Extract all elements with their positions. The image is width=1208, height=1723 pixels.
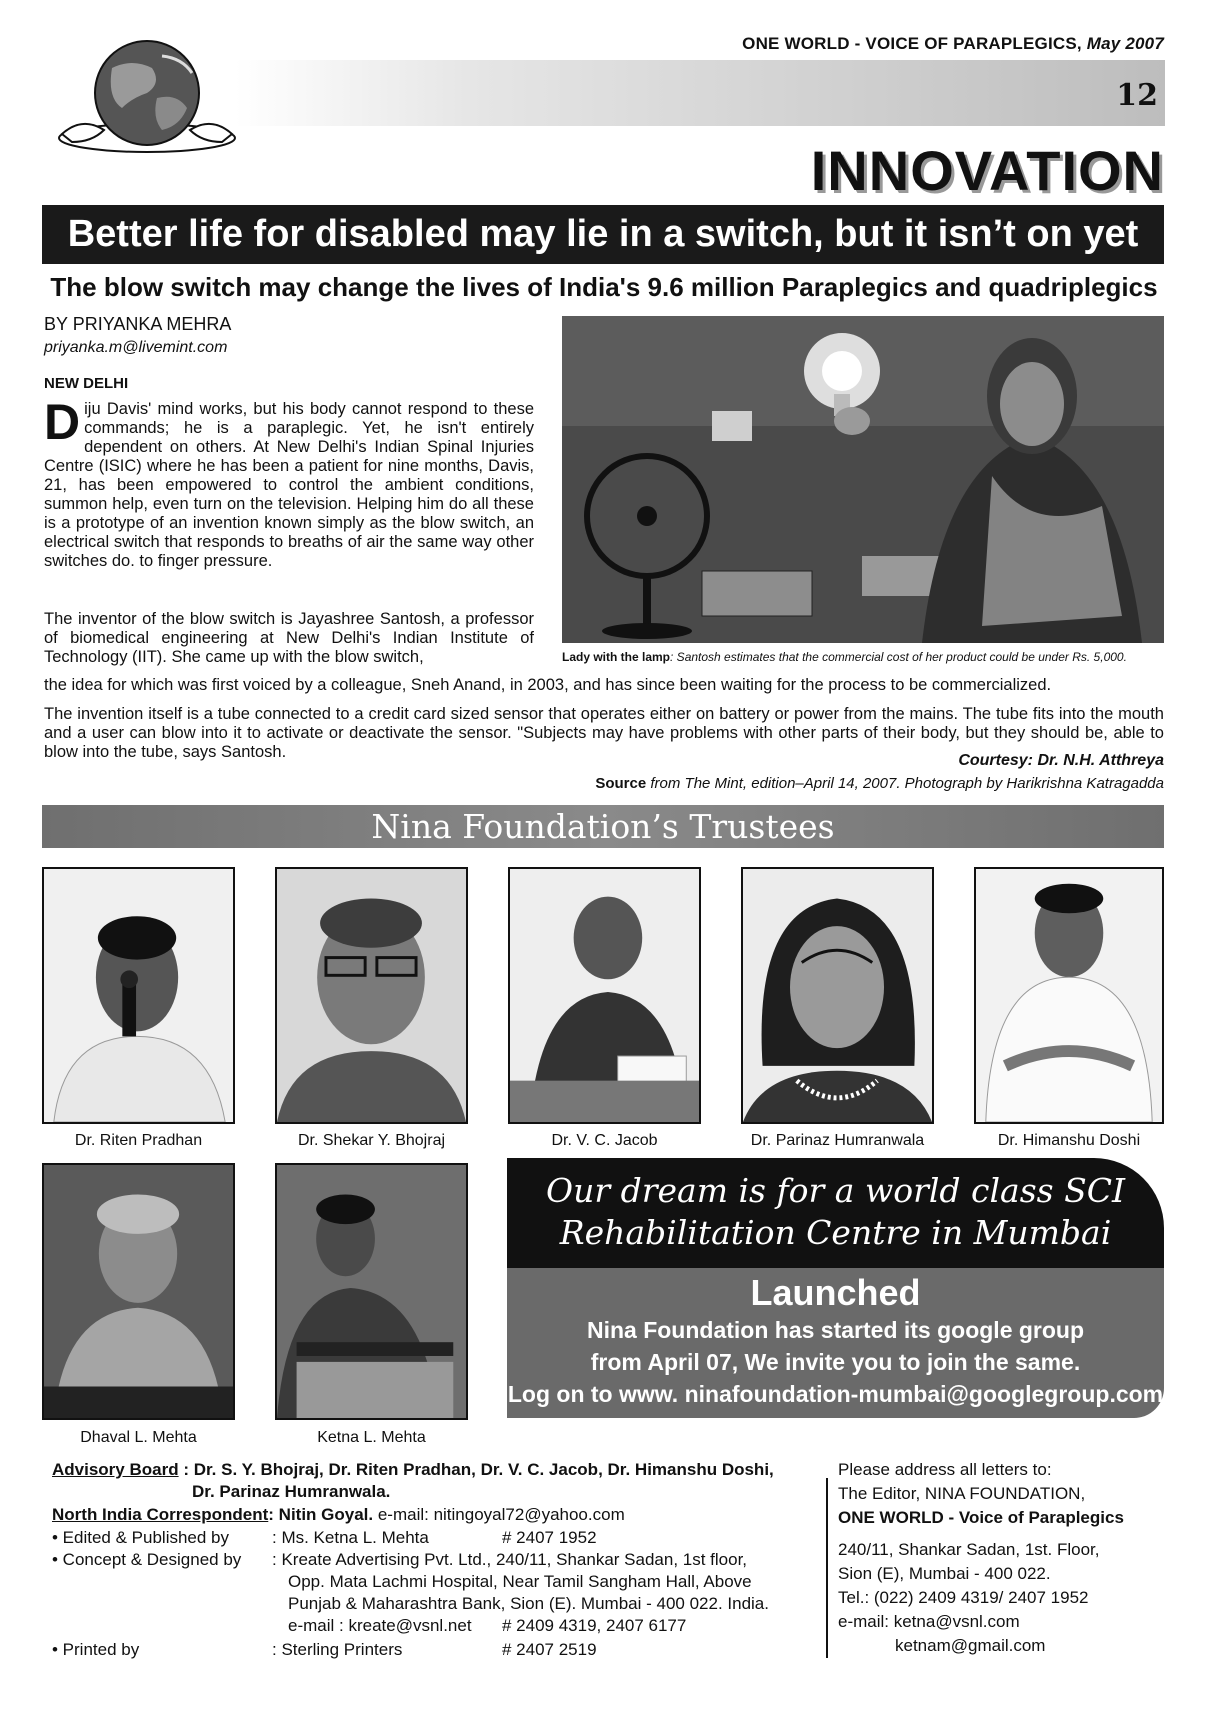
- trustee-photo: [508, 867, 701, 1124]
- edited-value: : Ms. Ketna L. Mehta: [272, 1528, 429, 1547]
- dateline: NEW DELHI: [44, 375, 129, 392]
- advisory-label: Advisory Board: [52, 1460, 179, 1479]
- trustee-name: Dr. Riten Pradhan: [74, 1132, 203, 1149]
- trustee-name: Dr. Shekar Y. Bhojraj: [297, 1132, 446, 1149]
- promo-text-line-2: from April 07, We invite you to join the same.: [590, 1349, 1081, 1375]
- concept-label: • Concept & Designed by: [52, 1550, 242, 1569]
- publication-line: [742, 34, 1164, 54]
- trustee-name: Ketna L. Mehta: [317, 1429, 426, 1446]
- concept-email: e-mail : kreate@vsnl.net: [288, 1616, 472, 1635]
- photo-caption: [562, 650, 1164, 664]
- author-email: priyanka.m@livemint.com: [44, 339, 228, 356]
- edited-label: • Edited & Published by: [52, 1528, 230, 1547]
- advisory-members-2: Dr. Parinaz Humranwala.: [192, 1482, 391, 1501]
- source-credit: [595, 775, 1164, 792]
- concept-line-3: Punjab & Maharashtra Bank, Sion (E). Mumbai - 400 022. India.: [288, 1594, 769, 1613]
- north-email: e-mail: nitingoyal72@yahoo.com: [373, 1505, 625, 1524]
- globe-in-hands-logo: [52, 38, 242, 158]
- trustee-photo: [275, 1163, 468, 1420]
- printed-label: • Printed by: [52, 1640, 140, 1659]
- article-headline: Better life for disabled may lie in a switch, but it isn’t on yet: [42, 205, 1164, 264]
- trustee-photo: [974, 867, 1164, 1124]
- concept-phone: # 2409 4319, 2407 6177: [502, 1616, 687, 1635]
- address-line-2: The Editor, NINA FOUNDATION,: [838, 1484, 1086, 1503]
- promo-text-line-1: Nina Foundation has started its google group: [586, 1317, 1085, 1343]
- promo-launch: [507, 1268, 1164, 1418]
- article-subhead: The blow switch may change the lives of India's 9.6 million Paraplegics and quadriplegics: [50, 272, 1158, 302]
- trustees-title: Nina Foundation’s Trustees: [42, 805, 1164, 848]
- address-line-6: Tel.: (022) 2409 4319/ 2407 1952: [838, 1588, 1089, 1607]
- concept-line-1: : Kreate Advertising Pvt. Ltd., 240/11, Shankar Sadan, 1st floor,: [272, 1550, 748, 1569]
- printed-phone: # 2407 2519: [502, 1640, 597, 1659]
- trustee-photo: [741, 867, 934, 1124]
- trustee-photo: [42, 867, 235, 1124]
- promo-text-line-3[interactable]: Log on to www. ninafoundation-mumbai@googlegroup.com: [507, 1381, 1164, 1407]
- north-name: : Nitin Goyal.: [268, 1505, 374, 1524]
- masthead-bar: [235, 60, 1165, 126]
- trustee-photo: [275, 867, 468, 1124]
- trustee-name: Dhaval L. Mehta: [80, 1429, 197, 1446]
- trustee-name: Dr. Himanshu Doshi: [997, 1132, 1141, 1149]
- edited-phone: # 2407 1952: [502, 1528, 597, 1547]
- caption-text: : Santosh estimates that the commercial cost of her product could be under Rs. 5,000.: [670, 650, 1127, 664]
- north-india-correspondent: [52, 1505, 625, 1525]
- printed-value: : Sterling Printers: [272, 1640, 403, 1659]
- address-line-5: Sion (E), Mumbai - 400 022.: [838, 1564, 1051, 1583]
- byline: BY PRIYANKA MEHRA: [44, 314, 232, 334]
- trustee-name: Dr. Parinaz Humranwala: [750, 1132, 925, 1149]
- footer-divider: [826, 1478, 828, 1658]
- address-line-3: ONE WORLD - Voice of Paraplegics: [838, 1508, 1124, 1527]
- paragraph-2-continued: the idea for which was first voiced by a colleague, Sneh Anand, in 2003, and has since been waiting for the process to be commercialized.: [44, 676, 1052, 694]
- publication-name: ONE WORLD - VOICE OF PARAPLEGICS,: [742, 34, 1082, 53]
- section-title: INNOVATION: [810, 139, 1164, 202]
- address-line-8: ketnam@gmail.com: [895, 1636, 1046, 1655]
- paragraph-1-text: iju Davis' mind works, but his body cannot respond to these commands; he is a paraplegic. Yet, he isn't entirely dependent on others. At New Delhi's Indian Spinal Injuries Centre (ISIC) where he has been a patient for nine months, Davis, 21, has been empowered to control the ambient conditions, summon help, even turn on the television. Helping him do all these is a prototype of an invention known simply as the blow switch, an electrical switch that responds to breaths of air the same way other switches do. to finger pressure.: [44, 400, 534, 570]
- paragraph-3: The invention itself is a tube connected to a credit card sized sensor that operates either on battery or power from the mains. The tube fits into the mouth and a user can blow into it to activate or deactivate the sensor. "Subjects may have problems with other parts of their body, but they should be, able to blow into the tube, says Santosh.: [44, 705, 1164, 761]
- trustee-name: Dr. V. C. Jacob: [551, 1132, 658, 1149]
- north-label: North India Correspondent: [52, 1505, 269, 1524]
- concept-line-2: Opp. Mata Lachmi Hospital, Near Tamil Sangham Hall, Above: [288, 1572, 752, 1591]
- source-label: Source: [595, 775, 647, 792]
- promo-launched-heading: Launched: [750, 1272, 921, 1313]
- address-line-4: 240/11, Shankar Sadan, 1st. Floor,: [838, 1540, 1100, 1559]
- promo-box: [507, 1158, 1164, 1418]
- caption-label: Lady with the lamp: [562, 650, 671, 664]
- paragraph-1: [44, 394, 534, 571]
- masthead: [0, 0, 1208, 150]
- issue-date: May 2007: [1086, 34, 1164, 53]
- promo-dream-line-1: Our dream is for a world class SCI: [546, 1171, 1125, 1210]
- address-line-1: Please address all letters to:: [838, 1460, 1052, 1479]
- source-text: from The Mint, edition–April 14, 2007. Photograph by Harikrishna Katragadda: [646, 775, 1164, 792]
- advisory-members: : Dr. S. Y. Bhojraj, Dr. Riten Pradhan, Dr. V. C. Jacob, Dr. Himanshu Doshi,: [183, 1460, 774, 1479]
- paragraph-2: The inventor of the blow switch is Jayashree Santosh, a professor of biomedical engineering at New Delhi's Indian Institute of Technology (IIT). She came up with the blow switch,: [44, 610, 534, 666]
- advisory-board: [52, 1460, 774, 1480]
- drop-cap: D: [44, 394, 81, 450]
- trustee-photo: [42, 1163, 235, 1420]
- courtesy-credit: Courtesy: Dr. N.H. Atthreya: [958, 752, 1164, 769]
- promo-dream-line-2: Rehabilitation Centre in Mumbai: [559, 1213, 1112, 1252]
- address-line-7: e-mail: ketna@vsnl.com: [838, 1612, 1020, 1631]
- page-number: 12: [1116, 78, 1158, 113]
- promo-dream: [507, 1158, 1164, 1268]
- article-photo: [562, 316, 1164, 643]
